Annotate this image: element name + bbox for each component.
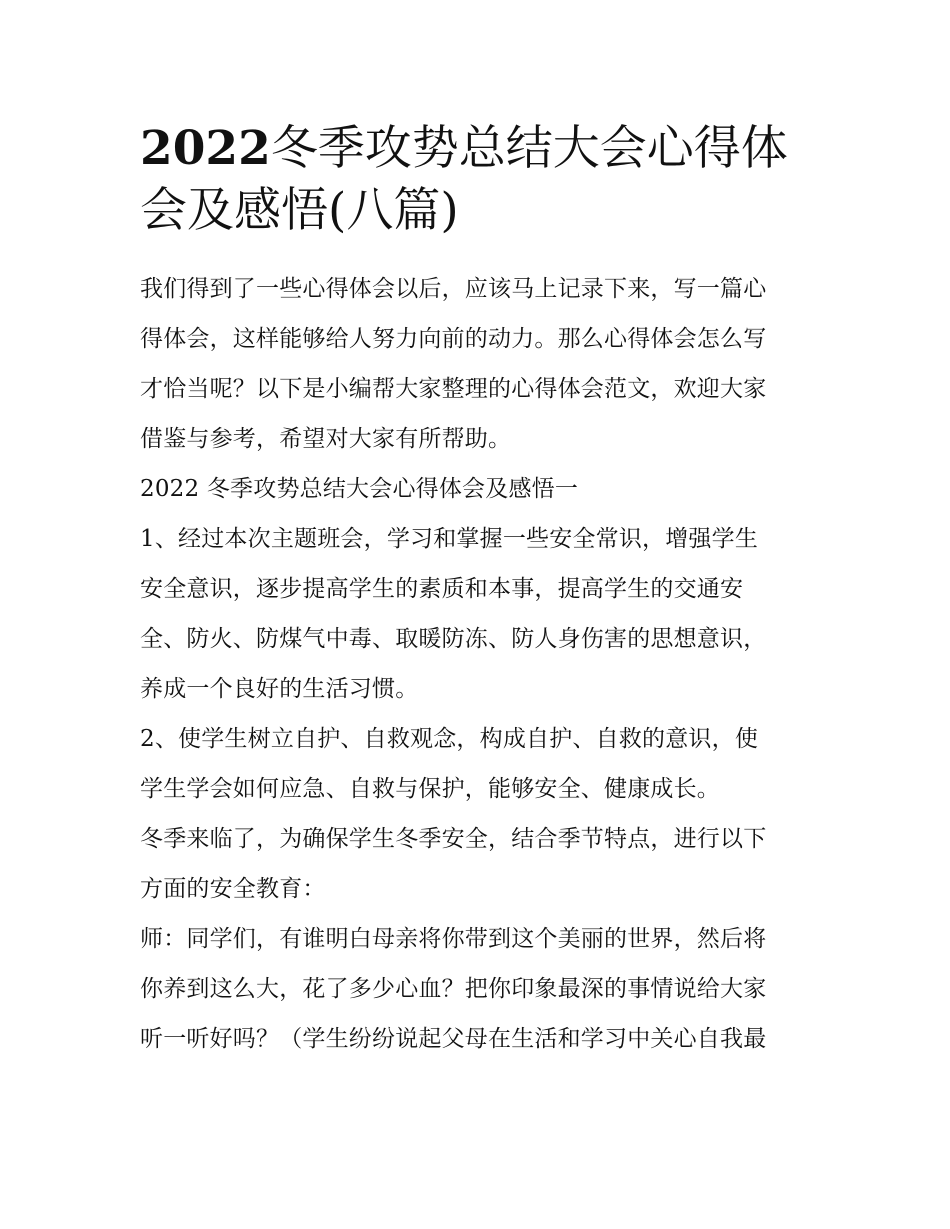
text-line: 得体会，这样能够给人努力向前的动力。那么心得体会怎么写	[140, 326, 767, 352]
document-page	[140, 118, 812, 1064]
title-line-1	[140, 118, 812, 180]
body-paragraph-3	[140, 814, 812, 914]
title-year: 2022	[140, 121, 271, 176]
text-line: 方面的安全教育：	[140, 876, 326, 902]
section-heading	[140, 464, 812, 514]
text-line: 养成一个良好的生活习惯。	[140, 676, 419, 702]
text-line: 2、使学生树立自护、自救观念，构成自护、自救的意识，使	[140, 726, 759, 752]
text-line: 2022 冬季攻势总结大会心得体会及感悟一	[140, 476, 579, 502]
text-line: 你养到这么大，花了多少心血？把你印象最深的事情说给大家	[140, 976, 767, 1002]
title-line-1-text: 冬季攻势总结大会心得体	[270, 121, 788, 176]
text-line: 冬季来临了，为确保学生冬季安全，结合季节特点，进行以下	[140, 826, 767, 852]
text-line: 师：同学们，有谁明白母亲将你带到这个美丽的世界，然后将	[140, 926, 767, 952]
body-paragraph-4	[140, 914, 812, 1064]
text-line: 学生学会如何应急、自救与保护，能够安全、健康成长。	[140, 776, 720, 802]
text-line: 听一听好吗？（学生纷纷说起父母在生活和学习中关心自我最	[140, 1026, 767, 1052]
text-line: 1、经过本次主题班会，学习和掌握一些安全常识，增强学生	[140, 526, 759, 552]
title-line-2: 会及感悟(八篇)	[140, 183, 459, 238]
text-line: 才恰当呢？以下是小编帮大家整理的心得体会范文，欢迎大家	[140, 376, 767, 402]
text-line: 全、防火、防煤气中毒、取暖防冻、防人身伤害的思想意识，	[140, 626, 767, 652]
intro-paragraph	[140, 264, 812, 464]
text-line: 安全意识，逐步提高学生的素质和本事，提高学生的交通安	[140, 576, 744, 602]
text-line: 借鉴与参考，希望对大家有所帮助。	[140, 426, 512, 452]
text-line: 我们得到了一些心得体会以后，应该马上记录下来，写一篇心	[140, 276, 767, 302]
body-paragraph-1	[140, 514, 812, 714]
document-title	[140, 118, 812, 242]
body-paragraph-2	[140, 714, 812, 814]
